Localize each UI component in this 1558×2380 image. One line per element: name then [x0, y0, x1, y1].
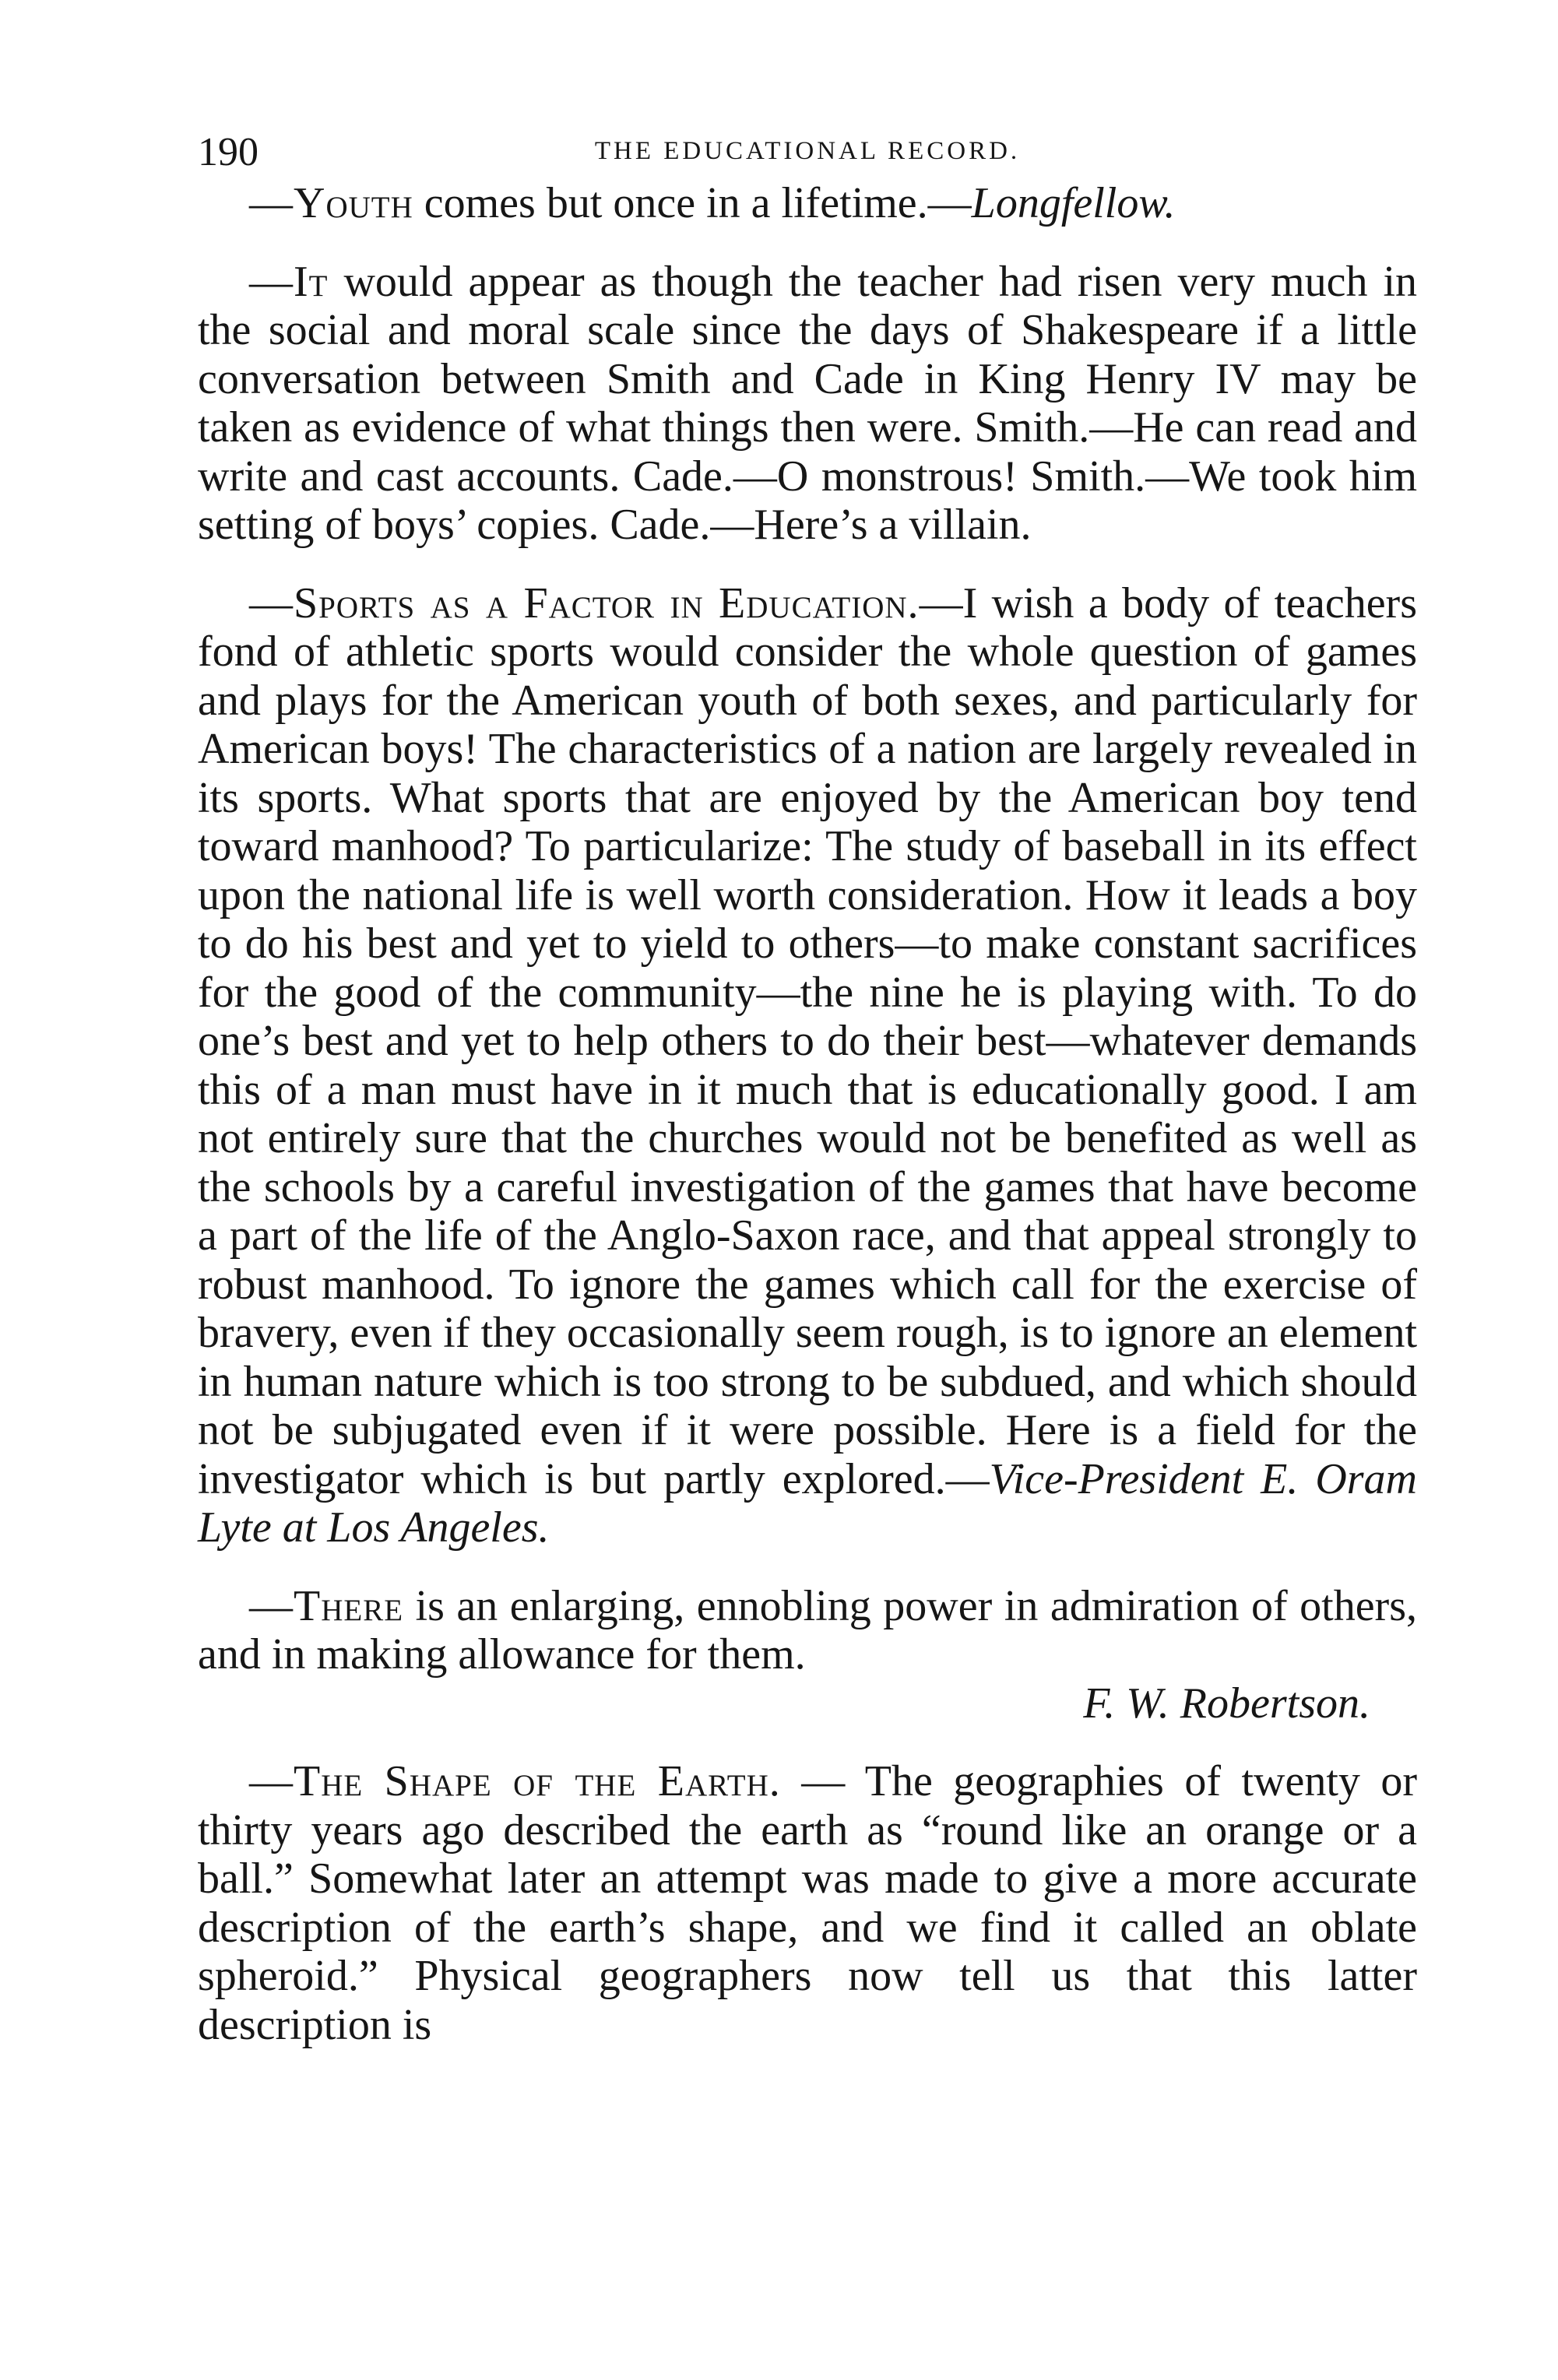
section-heading: —Sports as a Factor in Education.: [249, 578, 920, 628]
paragraph-youth: [198, 179, 1417, 228]
quote-author: Longfellow.: [971, 179, 1176, 227]
document-page: [198, 117, 1417, 2049]
paragraph-earth: [198, 1757, 1417, 2049]
paragraph-admiration: [198, 1582, 1417, 1728]
paragraph-text: —I wish a body of teachers fond of athletic sports would consider the whole question of games and plays for the American youth of both sexes, and particularly for American boys! The characteristics of a nation are largely revealed in its sports. What sports that are enjoyed by the American boy tend toward manhood? To particularize: The study of baseball in its effect upon the national life is well worth consideration. How it leads a boy to do his best and yet to yield to others—to make constant sacrifices for the good of the community—the nine he is playing with. To do one’s best and yet to help others to do their best—whatever demands this of a man must have in it much that is educationally good. I am not entirely sure that the churches would not be benefited as well as the schools by a careful investigation of the games that have become a part of the life of the Anglo-Saxon race, and that appeal strongly to robust manhood. To ignore the games which call for the exercise of bravery, even if they occasionally seem rough, is to ignore an element in human nature which is too strong to be subdued, and which should not be subjugated even if it were possible. Here is a field for the investigator which is but partly explored.—: [198, 578, 1417, 1503]
paragraph-teacher: [198, 258, 1417, 550]
paragraph-text: — The geographies of twenty or thirty years ago described the earth as “round like an orange or a ball.” Somewhat later an attempt was made to give a more accurate description of the earth’s shape, and we find it called an oblate spheroid.” Physical geographers now tell us that this latter description is: [198, 1757, 1418, 2049]
paragraph-text: comes but once in a lifetime.—: [413, 179, 972, 227]
quote-author: F. W. Robertson.: [1083, 1679, 1370, 1728]
paragraph-sports: [198, 579, 1417, 1552]
lead-in: —Youth: [249, 179, 413, 227]
page-number: 190: [198, 130, 258, 174]
lead-in: —It: [249, 257, 329, 306]
lead-in: —There: [249, 1581, 404, 1630]
running-title: THE EDUCATIONAL RECORD.: [594, 137, 1021, 165]
paragraph-text: is an enlarging, ennobling power in admiration of others, and in making allowance for them.: [198, 1581, 1417, 1679]
section-heading: —The Shape of the Earth.: [249, 1757, 781, 1805]
quote-author: Vice-President E. Oram Lyte at Los Angeles.: [198, 1454, 1417, 1552]
paragraph-text: would appear as though the teacher had risen very much in the social and moral scale since the days of Shakespeare if a little conversation between Smith and Cade in King Henry IV may be taken as evidence of what things then were. Smith.—He can read and write and cast accounts. Cade.—O monstrous! Smith.—We took him setting of boys’ copies. Cade.—Here’s a villain.: [198, 257, 1417, 549]
page-header: [198, 117, 1417, 179]
